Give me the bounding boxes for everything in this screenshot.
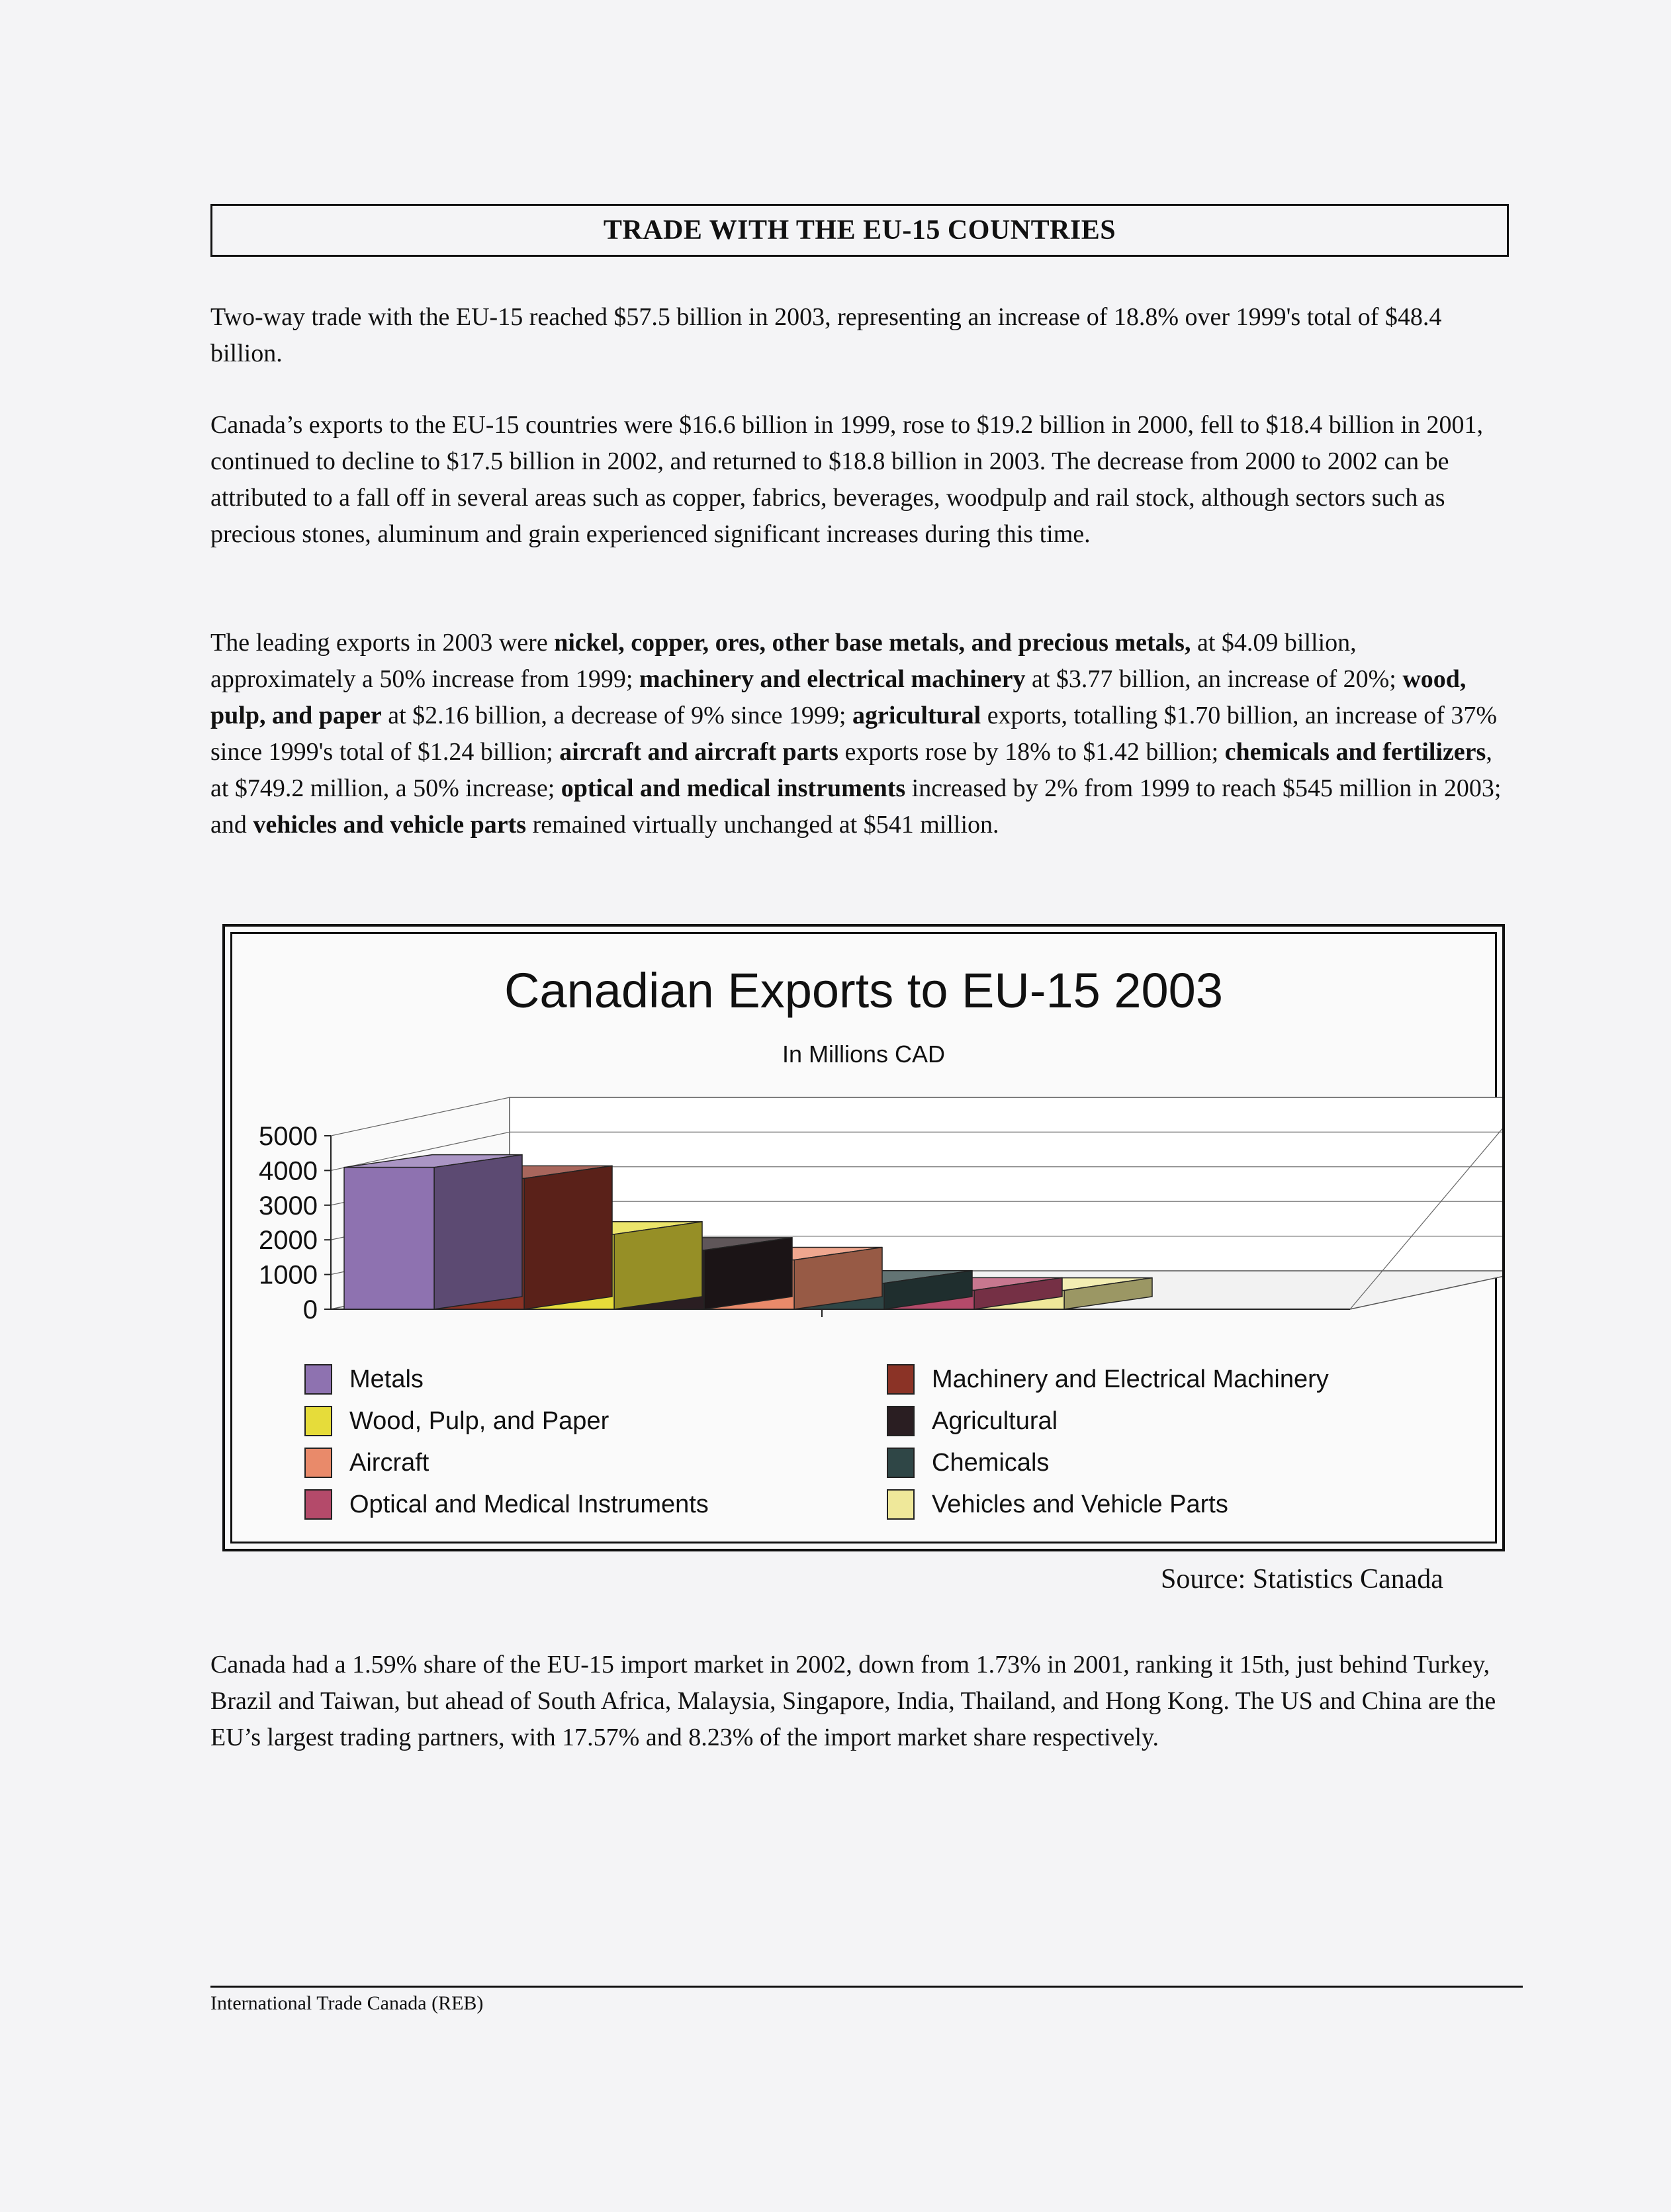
text-run: , at $749.2 million, a 50% increase;: [210, 738, 1492, 802]
y-tick-label: 2000: [259, 1226, 318, 1256]
text-run: exports, totalling $1.70 billion, an increase of 37% since 1999's total of $1.24 billion;: [210, 702, 1498, 766]
legend-item: [304, 1403, 609, 1440]
legend-label: Aircraft: [349, 1448, 429, 1477]
paragraph-two-way-trade: Two-way trade with the EU-15 reached $57.5 billion in 2003, representing an increase of 18.8% over 1999's total of $48.4 billion.: [210, 303, 1442, 367]
legend-item: [304, 1444, 429, 1481]
chart-source: Source: Statistics Canada: [1161, 1564, 1443, 1594]
section-heading: TRADE WITH THE EU-15 COUNTRIES: [210, 204, 1509, 257]
legend-item: [887, 1486, 1228, 1523]
legend-item: [304, 1361, 424, 1398]
bold-phrase: agricultural: [852, 702, 981, 729]
chart-frame: [222, 924, 1505, 1551]
legend-label: Metals: [349, 1365, 424, 1393]
bold-phrase: optical and medical instruments: [561, 774, 906, 802]
legend-swatch: [887, 1406, 915, 1436]
paragraph-exports-history: Canada’s exports to the EU-15 countries were $16.6 billion in 1999, rose to $19.2 billion in 2000, fell to $18.4 billion in 2001, continued to decline to $17.5 billion in 2002, and returned to $18.8 billion in 2003. The decrease from 2000 to 2002 can be attributed to a fall off in several areas such as copper, fabrics, beverages, woodpulp and rail stock, although sectors such as precious stones, aluminum and grain experienced significant increases during this time.: [210, 411, 1483, 548]
bold-phrase: nickel, copper, ores, other base metals, and precious metals,: [554, 629, 1191, 657]
chart-title: Canadian Exports to EU-15 2003: [504, 963, 1223, 1018]
paragraph-leading-exports: [210, 625, 1508, 843]
legend-label: Agricultural: [932, 1406, 1058, 1435]
text-run: at $4.09 billion, approximately a 50% increase from 1999;: [210, 629, 1357, 693]
bold-phrase: chemicals and fertilizers: [1224, 738, 1486, 766]
legend-label: Optical and Medical Instruments: [349, 1490, 709, 1518]
chart-subtitle: In Millions CAD: [782, 1040, 946, 1068]
text-run: at $2.16 billion, a decrease of 9% since 1999;: [381, 702, 852, 729]
legend-item: [887, 1361, 1329, 1398]
bar-side: [524, 1166, 612, 1309]
gridline-side: [331, 1097, 510, 1136]
footer-text: International Trade Canada (REB): [210, 1992, 484, 2014]
paragraph-import-share: Canada had a 1.59% share of the EU-15 import market in 2002, down from 1.73% in 2001, ranking it 15th, just behind Turkey, Brazil and Taiwan, but ahead of South Africa, Malaysia, Singapore, India, Thailand, and Hong Kong. The US and China are the EU’s largest trading partners, with 17.57% and 8.23% of the import market share respectively.: [210, 1651, 1496, 1751]
legend-swatch: [304, 1406, 332, 1436]
legend-label: Vehicles and Vehicle Parts: [932, 1490, 1228, 1518]
legend-swatch: [887, 1448, 915, 1478]
bold-phrase: machinery and electrical machinery: [639, 665, 1026, 693]
legend-swatch: [304, 1448, 332, 1478]
text-run: exports rose by 18% to $1.42 billion;: [838, 738, 1225, 766]
legend-swatch: [304, 1364, 332, 1395]
y-tick-label: 4000: [259, 1156, 318, 1186]
bar-side: [704, 1238, 792, 1309]
bar-side: [434, 1155, 522, 1309]
text-run: at $3.77 billion, an increase of 20%;: [1025, 665, 1403, 693]
legend-swatch: [887, 1489, 915, 1520]
legend-label: Machinery and Electrical Machinery: [932, 1365, 1329, 1393]
y-tick-label: 0: [302, 1295, 318, 1324]
bar-side: [614, 1222, 702, 1309]
legend-item: [304, 1486, 709, 1523]
y-tick-label: 3000: [259, 1191, 318, 1221]
bar-front: [344, 1168, 434, 1309]
legend-label: Wood, Pulp, and Paper: [349, 1406, 610, 1435]
text-run: The leading exports in 2003 were: [210, 629, 555, 657]
bold-phrase: vehicles and vehicle parts: [253, 811, 527, 839]
footer-divider: [210, 1986, 1523, 1988]
y-tick-label: 5000: [259, 1122, 318, 1151]
text-run: increased by 2% from 1999 to reach $545 million in 2003; and: [210, 774, 1502, 839]
legend-item: [887, 1444, 1049, 1481]
chart-legend: [304, 1361, 1482, 1533]
legend-swatch: [887, 1364, 915, 1395]
legend-label: Chemicals: [932, 1448, 1050, 1477]
legend-item: [887, 1403, 1058, 1440]
bold-phrase: wood, pulp, and paper: [210, 665, 1467, 729]
legend-swatch: [304, 1489, 332, 1520]
text-run: remained virtually unchanged at $541 million.: [526, 811, 999, 839]
y-tick-label: 1000: [259, 1260, 318, 1290]
bold-phrase: aircraft and aircraft parts: [559, 738, 838, 766]
